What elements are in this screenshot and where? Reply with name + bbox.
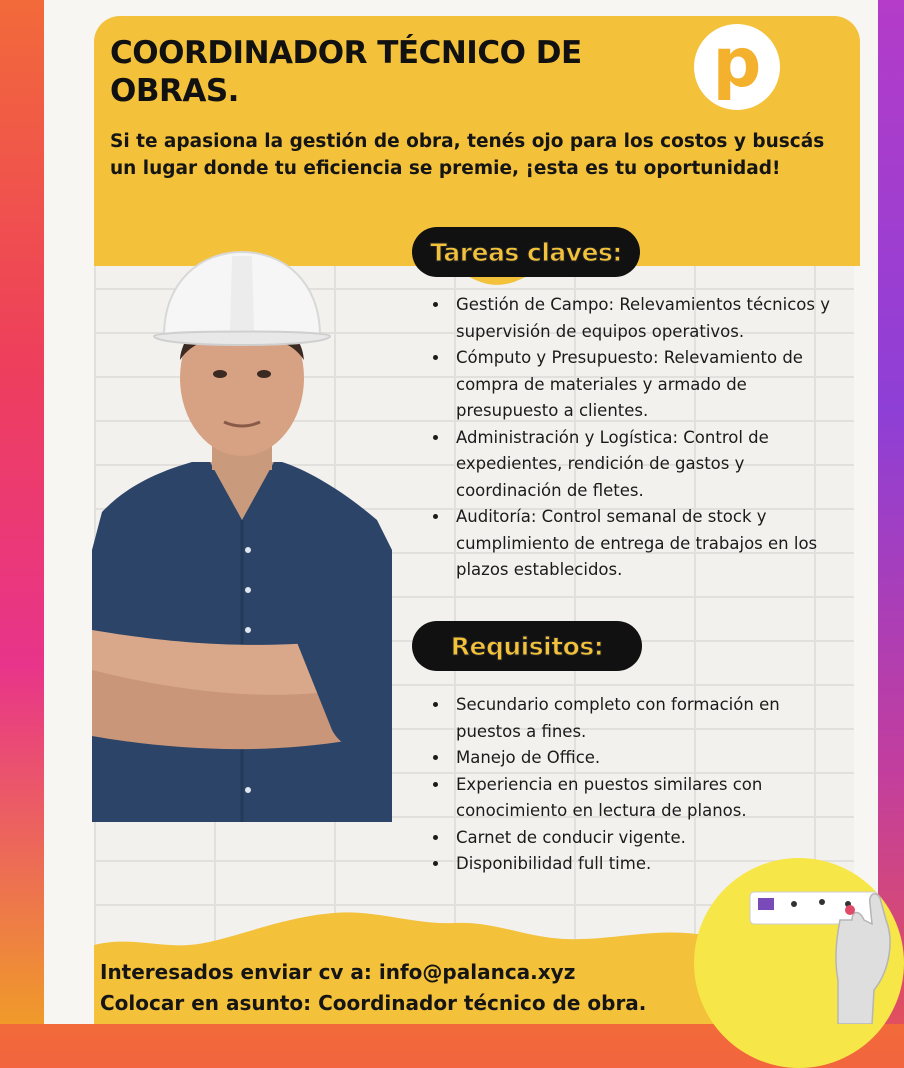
list-item: • Disponibilidad full time. [450, 851, 840, 878]
requirements-list [428, 692, 840, 878]
job-subtitle: Si te apasiona la gestión de obra, tenés ojo para los costos y buscás un lugar donde tu eficiencia se premie, ¡esta es tu oportunidad! [110, 131, 825, 179]
palanca-p-logo-icon: p [712, 23, 762, 103]
construction-worker-photo [92, 250, 392, 822]
list-item: • Auditoría: Control semanal de stock y cumplimiento de entrega de trabajos en los plazos establecidos. [450, 504, 840, 584]
list-item: • Experiencia en puestos similares con conocimiento en lectura de planos. [450, 772, 840, 825]
job-title: COORDINADOR TÉCNICO DE OBRAS. [110, 35, 582, 109]
palanca-logo [694, 24, 780, 110]
requirements-heading: Requisitos: [412, 621, 642, 671]
tasks-heading: Tareas claves: [412, 227, 640, 277]
story-frame-right [878, 0, 904, 1024]
tasks-list [428, 292, 840, 584]
list-item: • Gestión de Campo: Relevamientos técnicos y supervisión de equipos operativos. [450, 292, 840, 345]
list-item: • Administración y Logística: Control de expedientes, rendición de gastos y coordinación de fletes. [450, 425, 840, 505]
contact-email-line: Interesados enviar cv a: info@palanca.xyz [100, 960, 576, 984]
list-item: • Cómputo y Presupuesto: Relevamiento de compra de materiales y armado de presupuesto a clientes. [450, 345, 840, 425]
hand-holding-card-icon [744, 880, 904, 1024]
list-item: • Manejo de Office. [450, 745, 840, 772]
list-item: • Secundario completo con formación en puestos a fines. [450, 692, 840, 745]
contact-subject-line: Colocar en asunto: Coordinador técnico de obra. [100, 991, 647, 1015]
list-item: • Carnet de conducir vigente. [450, 825, 840, 852]
